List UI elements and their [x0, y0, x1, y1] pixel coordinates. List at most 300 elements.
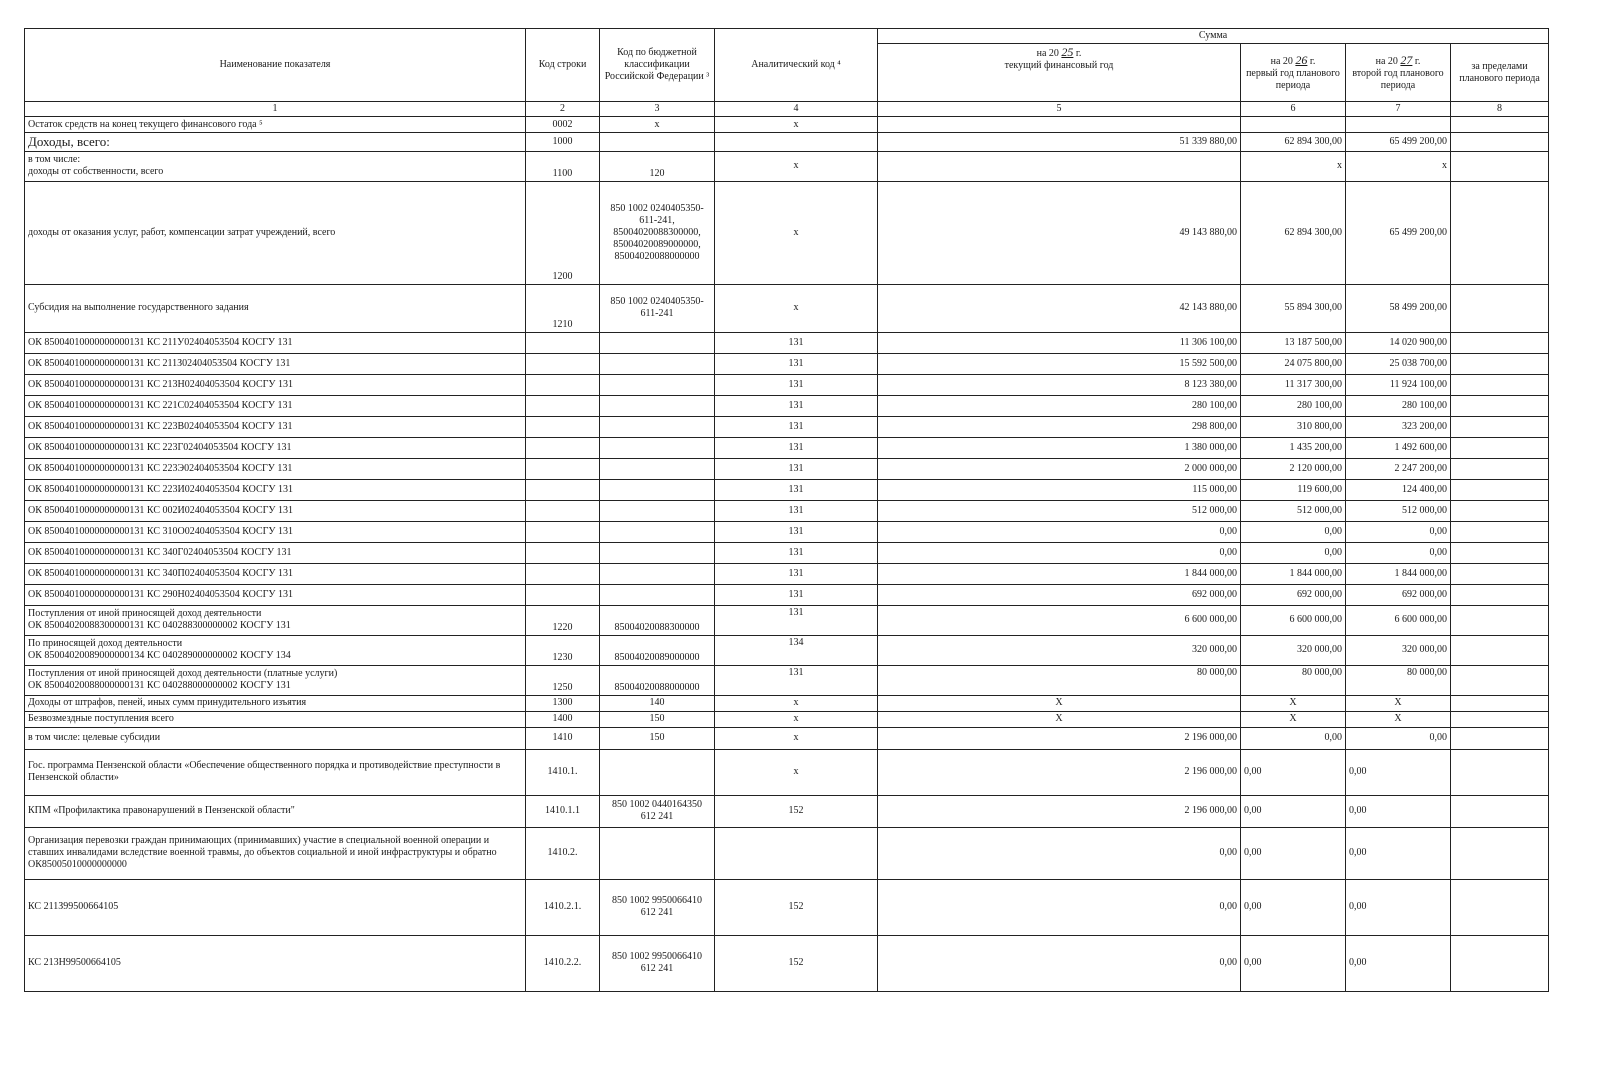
row-v6: 320 000,00 [1241, 635, 1346, 665]
row-code: 1000 [526, 133, 600, 152]
ok-row [25, 542, 1549, 563]
row-v6: 0,00 [1241, 749, 1346, 795]
row-v7: 0,00 [1346, 749, 1451, 795]
row-v7: 0,00 [1346, 879, 1451, 935]
row-kbk [600, 181, 715, 284]
colnum-5: 5 [878, 102, 1241, 117]
colnum-8: 8 [1451, 102, 1549, 117]
row-v8 [1451, 332, 1549, 353]
year-prefix: на 20 [1036, 48, 1059, 59]
row-kbk [600, 795, 715, 827]
kbk-line: 612 241 [640, 907, 674, 919]
row-v6: 13 187 500,00 [1241, 332, 1346, 353]
row-v7: 80 000,00 [1346, 665, 1451, 695]
row-v5: 42 143 880,00 [878, 284, 1241, 332]
row-kbk [600, 353, 715, 374]
row-name-line-1: По приносящей доход деятельности [28, 638, 183, 650]
row-v6: 24 075 800,00 [1241, 353, 1346, 374]
header-row-1 [25, 29, 1549, 44]
row-analytic: 131 [715, 665, 878, 695]
row-v8 [1451, 635, 1549, 665]
row-analytic: 152 [715, 795, 878, 827]
row-1230 [25, 635, 1549, 665]
row-v5: 11 306 100,00 [878, 332, 1241, 353]
kbk-line: 85004020089000000, [613, 238, 701, 250]
row-v7: х [1346, 151, 1451, 181]
row-1410-2-2 [25, 935, 1549, 991]
row-name: ОК 85004010000000000131 КС 340П02404053504 КОСГУ 131 [25, 563, 526, 584]
row-1000 [25, 133, 1549, 152]
row-v5: 8 123 380,00 [878, 374, 1241, 395]
row-name: ОК 85004010000000000131 КС 340Г02404053504 КОСГУ 131 [25, 542, 526, 563]
row-v8 [1451, 284, 1549, 332]
colnum-6: 6 [1241, 102, 1346, 117]
row-code: 1100 [526, 151, 600, 181]
row-v8 [1451, 665, 1549, 695]
row-name: ОК 85004010000000000131 КС 211З02404053504 КОСГУ 131 [25, 353, 526, 374]
year-second-desc: второй год планового периода [1352, 68, 1444, 91]
row-v7: 25 038 700,00 [1346, 353, 1451, 374]
row-name-line-2: ОК 85004020088000000131 КС 040288000000002 КОСГУ 131 [28, 680, 291, 692]
row-name [25, 635, 526, 665]
ok-row [25, 353, 1549, 374]
row-code: 1300 [526, 695, 600, 711]
row-analytic: 131 [715, 542, 878, 563]
row-kbk [600, 935, 715, 991]
row-v7: X [1346, 711, 1451, 727]
row-analytic: 131 [715, 479, 878, 500]
row-code: 0002 [526, 117, 600, 133]
row-v6: х [1241, 151, 1346, 181]
row-1410-1-1 [25, 795, 1549, 827]
ok-row [25, 332, 1549, 353]
row-kbk [600, 827, 715, 879]
row-v7: 124 400,00 [1346, 479, 1451, 500]
kbk-line: 850 1002 0440164350 [612, 799, 702, 811]
row-analytic: х [715, 727, 878, 749]
row-v7 [1346, 117, 1451, 133]
colnum-4: 4 [715, 102, 878, 117]
row-name: ОК 85004010000000000131 КС 310О02404053504 КОСГУ 131 [25, 521, 526, 542]
row-analytic: 131 [715, 605, 878, 635]
row-v8 [1451, 827, 1549, 879]
row-v7: 65 499 200,00 [1346, 133, 1451, 152]
row-1410 [25, 727, 1549, 749]
row-v7: 58 499 200,00 [1346, 284, 1451, 332]
row-kbk [600, 879, 715, 935]
row-v7: 280 100,00 [1346, 395, 1451, 416]
row-v6: 62 894 300,00 [1241, 133, 1346, 152]
row-analytic: 131 [715, 458, 878, 479]
row-name-line-1: Поступления от иной приносящей доход деятельности (платные услуги) [28, 668, 338, 680]
row-v8 [1451, 353, 1549, 374]
header-year-current [878, 44, 1241, 102]
row-analytic: х [715, 711, 878, 727]
row-v8 [1451, 181, 1549, 284]
kbk-line: 612 241 [640, 963, 674, 975]
row-v6: 0,00 [1241, 727, 1346, 749]
row-analytic: 131 [715, 584, 878, 605]
row-code: 1410 [526, 727, 600, 749]
row-v6: 0,00 [1241, 827, 1346, 879]
row-name: КС 213Н99500664105 [25, 935, 526, 991]
row-v5: 2 196 000,00 [878, 749, 1241, 795]
year-first-value: 26 [1295, 53, 1308, 67]
row-v8 [1451, 711, 1549, 727]
row-0002 [25, 117, 1549, 133]
row-v6: X [1241, 711, 1346, 727]
row-v7: 1 844 000,00 [1346, 563, 1451, 584]
row-kbk [600, 416, 715, 437]
row-code [526, 500, 600, 521]
row-v6: 62 894 300,00 [1241, 181, 1346, 284]
year-suffix: г. [1075, 48, 1082, 59]
row-v6: X [1241, 695, 1346, 711]
row-v6: 310 800,00 [1241, 416, 1346, 437]
row-v5: 320 000,00 [878, 635, 1241, 665]
row-v6: 55 894 300,00 [1241, 284, 1346, 332]
row-v7: 692 000,00 [1346, 584, 1451, 605]
row-code: 1410.1. [526, 749, 600, 795]
row-analytic: 131 [715, 395, 878, 416]
header-year-second [1346, 44, 1451, 102]
row-kbk: 120 [600, 151, 715, 181]
row-1410-2 [25, 827, 1549, 879]
row-v6: 692 000,00 [1241, 584, 1346, 605]
row-name-line-1: в том числе: [28, 154, 81, 166]
row-kbk: 85004020088000000 [600, 665, 715, 695]
column-number-row [25, 102, 1549, 117]
row-kbk [600, 584, 715, 605]
row-code [526, 479, 600, 500]
row-code [526, 458, 600, 479]
kbk-line: 850 1002 9950066410 [612, 951, 702, 963]
row-v6 [1241, 117, 1346, 133]
row-analytic: 131 [715, 374, 878, 395]
row-analytic [715, 827, 878, 879]
row-v8 [1451, 521, 1549, 542]
row-v8 [1451, 935, 1549, 991]
row-v5: 51 339 880,00 [878, 133, 1241, 152]
row-v7: 0,00 [1346, 727, 1451, 749]
row-code [526, 416, 600, 437]
row-name: ОК 85004010000000000131 КС 290Н02404053504 КОСГУ 131 [25, 584, 526, 605]
row-analytic: 152 [715, 935, 878, 991]
year-current-value: 25 [1061, 45, 1074, 59]
row-code: 1410.2. [526, 827, 600, 879]
ok-row [25, 479, 1549, 500]
row-kbk [600, 374, 715, 395]
row-code: 1410.2.1. [526, 879, 600, 935]
row-v5: 2 196 000,00 [878, 727, 1241, 749]
row-v7: 0,00 [1346, 935, 1451, 991]
header-indicator-name: Наименование показателя [25, 29, 526, 102]
row-analytic: 134 [715, 635, 878, 665]
row-v5: 1 380 000,00 [878, 437, 1241, 458]
row-v6: 0,00 [1241, 521, 1346, 542]
row-code [526, 542, 600, 563]
row-v8 [1451, 500, 1549, 521]
row-code: 1250 [526, 665, 600, 695]
row-v8 [1451, 879, 1549, 935]
row-kbk: 140 [600, 695, 715, 711]
row-v5: 692 000,00 [878, 584, 1241, 605]
row-v6: 1 435 200,00 [1241, 437, 1346, 458]
row-v6: 0,00 [1241, 879, 1346, 935]
row-kbk: 150 [600, 727, 715, 749]
row-name: ОК 85004010000000000131 КС 002И02404053504 КОСГУ 131 [25, 500, 526, 521]
row-kbk: 85004020088300000 [600, 605, 715, 635]
row-v7: 512 000,00 [1346, 500, 1451, 521]
colnum-3: 3 [600, 102, 715, 117]
row-v8 [1451, 395, 1549, 416]
row-v7: 0,00 [1346, 795, 1451, 827]
row-1250 [25, 665, 1549, 695]
row-kbk: х [600, 117, 715, 133]
kbk-line: 612 241 [640, 811, 674, 823]
row-name: КС 211З99500664105 [25, 879, 526, 935]
row-kbk: 85004020089000000 [600, 635, 715, 665]
row-1400 [25, 711, 1549, 727]
row-analytic: 131 [715, 416, 878, 437]
row-v5: 512 000,00 [878, 500, 1241, 521]
row-code [526, 437, 600, 458]
row-analytic: х [715, 749, 878, 795]
header-analytic-code: Аналитический код ⁴ [715, 29, 878, 102]
kbk-line: 85004020088300000, [613, 226, 701, 238]
row-1410-1 [25, 749, 1549, 795]
row-v5: 0,00 [878, 521, 1241, 542]
row-kbk [600, 521, 715, 542]
row-analytic: 131 [715, 437, 878, 458]
row-kbk [600, 563, 715, 584]
row-code [526, 584, 600, 605]
ok-row [25, 395, 1549, 416]
row-v7: 65 499 200,00 [1346, 181, 1451, 284]
row-name: ОК 85004010000000000131 КС 211У02404053504 КОСГУ 131 [25, 332, 526, 353]
budget-income-table [24, 28, 1549, 992]
row-kbk: 850 1002 0240405350-611-241 [600, 284, 715, 332]
row-v5: 0,00 [878, 879, 1241, 935]
row-code: 1400 [526, 711, 600, 727]
row-analytic: 131 [715, 353, 878, 374]
row-v8 [1451, 151, 1549, 181]
row-kbk [600, 332, 715, 353]
ok-row [25, 437, 1549, 458]
row-kbk [600, 479, 715, 500]
row-v8 [1451, 727, 1549, 749]
row-v8 [1451, 437, 1549, 458]
row-v8 [1451, 695, 1549, 711]
row-kbk [600, 458, 715, 479]
row-name: в том числе: целевые субсидии [25, 727, 526, 749]
year-suffix: г. [1309, 56, 1316, 67]
row-code [526, 353, 600, 374]
year-prefix: на 20 [1270, 56, 1293, 67]
row-kbk [600, 500, 715, 521]
row-analytic: х [715, 117, 878, 133]
row-v7: 320 000,00 [1346, 635, 1451, 665]
year-second-value: 27 [1400, 53, 1413, 67]
row-code [526, 332, 600, 353]
row-code [526, 395, 600, 416]
row-code [526, 563, 600, 584]
row-kbk [600, 133, 715, 152]
row-name: ОК 85004010000000000131 КС 223Э02404053504 КОСГУ 131 [25, 458, 526, 479]
row-name-line-2: доходы от собственности, всего [28, 166, 164, 178]
row-v6: 0,00 [1241, 542, 1346, 563]
row-v5: X [878, 711, 1241, 727]
row-analytic: 131 [715, 521, 878, 542]
row-code [526, 374, 600, 395]
row-analytic [715, 133, 878, 152]
row-analytic: 152 [715, 879, 878, 935]
colnum-1: 1 [25, 102, 526, 117]
row-analytic: 131 [715, 332, 878, 353]
row-v5: 1 844 000,00 [878, 563, 1241, 584]
row-code: 1210 [526, 284, 600, 332]
kbk-line: 850 1002 9950066410 [612, 895, 702, 907]
row-v7: 0,00 [1346, 827, 1451, 879]
year-prefix: на 20 [1375, 56, 1398, 67]
row-analytic: х [715, 695, 878, 711]
row-name: Доходы от штрафов, пеней, иных сумм принудительного изъятия [25, 695, 526, 711]
row-code [526, 521, 600, 542]
row-v8 [1451, 795, 1549, 827]
row-kbk: 150 [600, 711, 715, 727]
year-current-desc: текущий финансовый год [1004, 60, 1114, 71]
row-1220 [25, 605, 1549, 635]
row-name: ОК 85004010000000000131 КС 213Н02404053504 КОСГУ 131 [25, 374, 526, 395]
row-name: Субсидия на выполнение государственного задания [25, 284, 526, 332]
row-name: ОК 85004010000000000131 КС 223Г02404053504 КОСГУ 131 [25, 437, 526, 458]
row-v8 [1451, 416, 1549, 437]
row-name-line-1: Поступления от иной приносящей доход деятельности [28, 608, 262, 620]
row-kbk [600, 542, 715, 563]
row-v5: 80 000,00 [878, 665, 1241, 695]
row-v8 [1451, 584, 1549, 605]
row-v6: 11 317 300,00 [1241, 374, 1346, 395]
row-analytic: 131 [715, 500, 878, 521]
row-v8 [1451, 479, 1549, 500]
row-name [25, 665, 526, 695]
header-year-first [1241, 44, 1346, 102]
row-name-line-2: ОК 85004020089000000134 КС 040289000000002 КОСГУ 134 [28, 650, 291, 662]
row-1410-2-1 [25, 879, 1549, 935]
row-v7: 14 020 900,00 [1346, 332, 1451, 353]
row-v5: 0,00 [878, 827, 1241, 879]
row-code: 1410.2.2. [526, 935, 600, 991]
row-v7: 0,00 [1346, 542, 1451, 563]
row-v5: 298 800,00 [878, 416, 1241, 437]
kbk-line: 85004020088000000 [614, 250, 700, 262]
row-code: 1410.1.1 [526, 795, 600, 827]
row-v7: X [1346, 695, 1451, 711]
row-v5: 49 143 880,00 [878, 181, 1241, 284]
row-v6: 0,00 [1241, 795, 1346, 827]
header-budget-class-code: Код по бюджетной классификации Российской Федерации ³ [600, 29, 715, 102]
row-v7: 1 492 600,00 [1346, 437, 1451, 458]
row-name: Безвозмездные поступления всего [25, 711, 526, 727]
row-v6: 280 100,00 [1241, 395, 1346, 416]
row-v6: 80 000,00 [1241, 665, 1346, 695]
ok-row [25, 500, 1549, 521]
row-analytic: х [715, 181, 878, 284]
row-name: Остаток средств на конец текущего финансового года ⁵ [25, 117, 526, 133]
ok-row [25, 416, 1549, 437]
row-name: Доходы, всего: [25, 133, 526, 152]
header-line-code: Код строки [526, 29, 600, 102]
row-v5: 115 000,00 [878, 479, 1241, 500]
row-v7: 11 924 100,00 [1346, 374, 1451, 395]
row-code: 1220 [526, 605, 600, 635]
row-v5: 2 196 000,00 [878, 795, 1241, 827]
row-v8 [1451, 458, 1549, 479]
row-v5: 280 100,00 [878, 395, 1241, 416]
row-v5 [878, 151, 1241, 181]
row-v6: 119 600,00 [1241, 479, 1346, 500]
ok-row [25, 458, 1549, 479]
row-name: Организация перевозки граждан принимающих (принимавших) участие в специальной военной операции и ставших инвалидами вследствие военной травмы, до объектов социальной и иной инфраструктуры и обратно ОК85005010000000000 [25, 827, 526, 879]
row-v7: 0,00 [1346, 521, 1451, 542]
ok-row [25, 521, 1549, 542]
row-analytic: 131 [715, 563, 878, 584]
row-v5: 6 600 000,00 [878, 605, 1241, 635]
row-code: 1200 [526, 181, 600, 284]
row-name: ОК 85004010000000000131 КС 223В02404053504 КОСГУ 131 [25, 416, 526, 437]
row-name: КПМ «Профилактика правонарушений в Пензенской области" [25, 795, 526, 827]
row-name: ОК 85004010000000000131 КС 223И02404053504 КОСГУ 131 [25, 479, 526, 500]
ok-row [25, 563, 1549, 584]
row-name [25, 605, 526, 635]
row-kbk [600, 437, 715, 458]
row-analytic: х [715, 284, 878, 332]
year-first-desc: первый год планового периода [1246, 68, 1340, 91]
row-v5 [878, 117, 1241, 133]
row-code: 1230 [526, 635, 600, 665]
row-v7: 323 200,00 [1346, 416, 1451, 437]
header-beyond-plan: за пределами планового периода [1451, 44, 1549, 102]
row-name-line-2: ОК 85004020088300000131 КС 040288300000002 КОСГУ 131 [28, 620, 291, 632]
row-kbk [600, 749, 715, 795]
row-v6: 6 600 000,00 [1241, 605, 1346, 635]
row-v5: X [878, 695, 1241, 711]
row-1300 [25, 695, 1549, 711]
row-v8 [1451, 133, 1549, 152]
colnum-7: 7 [1346, 102, 1451, 117]
row-v5: 2 000 000,00 [878, 458, 1241, 479]
header-sum: Сумма [878, 29, 1549, 44]
row-analytic: х [715, 151, 878, 181]
row-name: ОК 85004010000000000131 КС 221С02404053504 КОСГУ 131 [25, 395, 526, 416]
row-name [25, 151, 526, 181]
row-name: Гос. программа Пензенской области «Обеспечение общественного порядка и противодействие преступности в Пензенской области» [25, 749, 526, 795]
row-v8 [1451, 563, 1549, 584]
row-v8 [1451, 749, 1549, 795]
row-1100 [25, 151, 1549, 181]
row-v7: 2 247 200,00 [1346, 458, 1451, 479]
row-v5: 15 592 500,00 [878, 353, 1241, 374]
row-kbk [600, 395, 715, 416]
row-v5: 0,00 [878, 935, 1241, 991]
row-name: доходы от оказания услуг, работ, компенсации затрат учреждений, всего [25, 181, 526, 284]
row-v6: 1 844 000,00 [1241, 563, 1346, 584]
row-1210 [25, 284, 1549, 332]
row-v6: 2 120 000,00 [1241, 458, 1346, 479]
row-v6: 512 000,00 [1241, 500, 1346, 521]
row-v8 [1451, 117, 1549, 133]
row-v5: 0,00 [878, 542, 1241, 563]
